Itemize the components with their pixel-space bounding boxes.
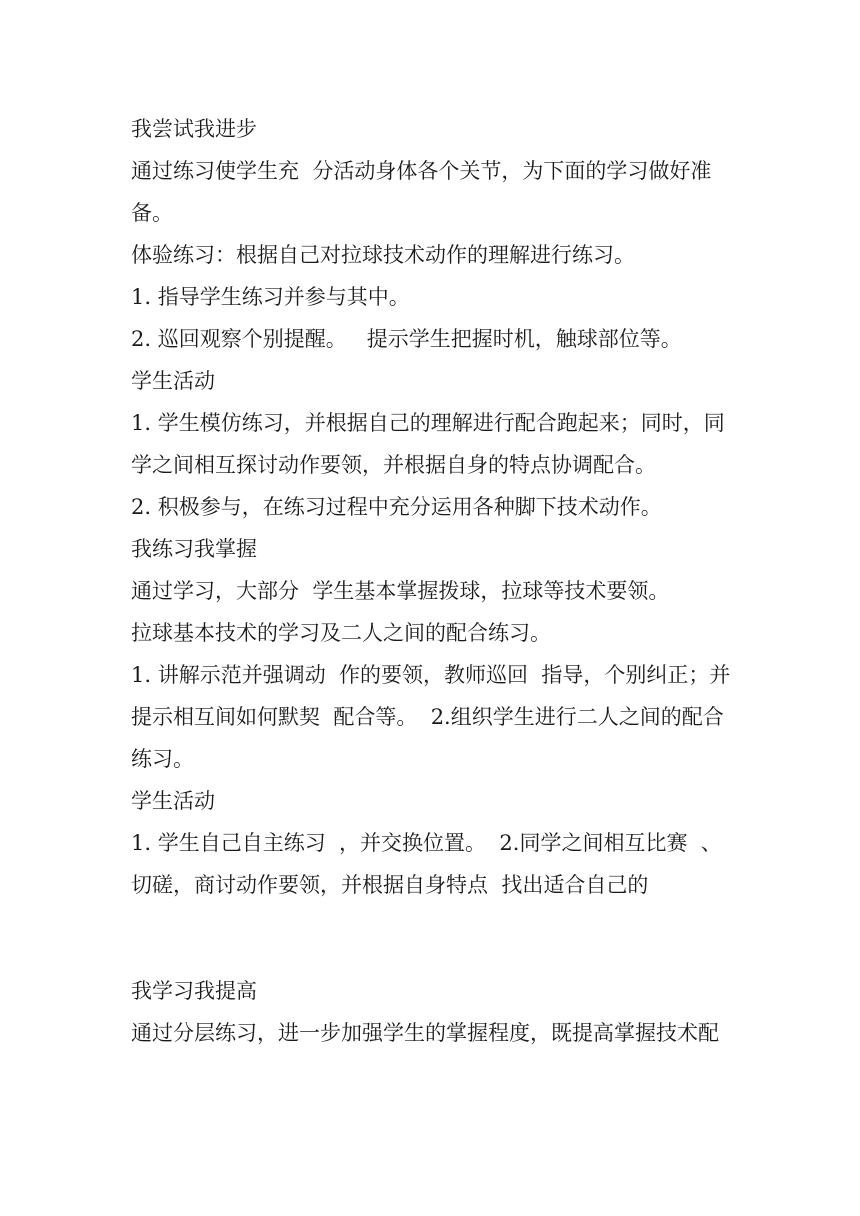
list-item: 1. 学生自己自主练习 ，并交换位置。 2.同学之间相互比赛 、 [131,831,722,855]
heading-student-activity: 学生活动 [131,789,215,813]
document-body [131,108,731,1054]
list-item: 2. 巡回观察个别提醒。 提示学生把握时机，触球部位等。 [131,327,682,351]
text-line: 备。 [131,201,173,225]
heading-practice-master: 我练习我掌握 [131,537,257,561]
heading-student-activity: 学生活动 [131,369,215,393]
text-line: 拉球基本技术的学习及二人之间的配合练习。 [131,621,551,645]
section-gap [131,906,731,970]
text-line: 提示相互间如何默契 配合等。 2.组织学生进行二人之间的配合 [131,705,724,729]
list-item: 1. 指导学生练习并参与其中。 [131,285,410,309]
text-line: 学之间相互探讨动作要领，并根据自身的特点协调配合。 [131,453,656,477]
list-item: 1. 讲解示范并强调动 作的要领，教师巡回 指导，个别纠正；并 [131,663,731,687]
text-line: 切磋，商讨动作要领，并根据自身特点 找出适合自己的 [131,873,649,897]
list-item: 2. 积极参与，在练习过程中充分运用各种脚下技术动作。 [131,495,662,519]
text-line: 通过练习使学生充 分活动身体各个关节，为下面的学习做好准 [131,159,712,183]
text-line: 体验练习：根据自己对拉球技术动作的理解进行练习。 [131,243,635,267]
list-item: 1. 学生模仿练习，并根据自己的理解进行配合跑起来；同时，同 [131,411,725,435]
heading-learn-improve: 我学习我提高 [131,979,257,1003]
text-line: 通过分层练习，进一步加强学生的掌握程度，既提高掌握技术配 [131,1021,719,1045]
text-line: 通过学习，大部分 学生基本掌握拨球，拉球等技术要领。 [131,579,670,603]
text-line: 练习。 [131,747,194,771]
heading-try-progress: 我尝试我进步 [131,117,257,141]
